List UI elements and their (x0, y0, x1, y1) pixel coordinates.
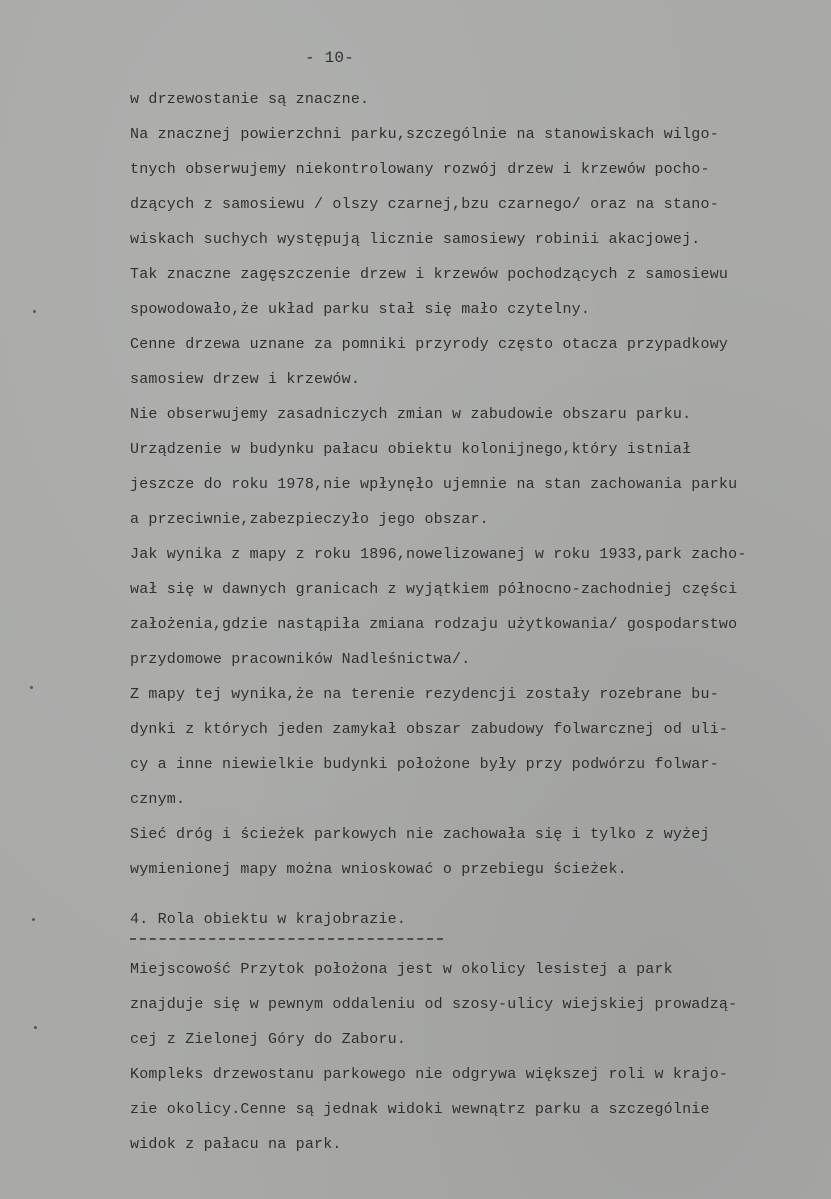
section-heading: 4. Rola obiektu w krajobrazie. (130, 911, 407, 928)
text-line: widok z pałacu na park. (130, 1136, 342, 1153)
text-line: Miejscowość Przytok położona jest w okolicy lesistej a park (130, 961, 673, 978)
text-line: Nie obserwujemy zasadniczych zmian w zabudowie obszaru parku. (130, 406, 692, 423)
text-line: dynki z których jeden zamykał obszar zabudowy folwarcznej od uli- (130, 721, 729, 738)
text-line: Tak znaczne zagęszczenie drzew i krzewów pochodzących z samosiewu (130, 266, 729, 283)
text-line: cy a inne niewielkie budynki położone były przy podwórzu folwar- (130, 756, 719, 773)
text-line: założenia,gdzie nastąpiła zmiana rodzaju użytkowania/ gospodarstwo (130, 616, 738, 633)
text-line: samosiew drzew i krzewów. (130, 371, 361, 388)
margin-dot (32, 918, 35, 921)
text-line: spowodowało,że układ parku stał się mało czytelny. (130, 301, 591, 318)
text-line: Kompleks drzewostanu parkowego nie odgrywa większej roli w krajo- (130, 1066, 729, 1083)
text-line: cznym. (130, 791, 186, 808)
text-line: Z mapy tej wynika,że na terenie rezydencji zostały rozebrane bu- (130, 686, 719, 703)
text-line: znajduje się w pewnym oddaleniu od szosy-ulicy wiejskiej prowadzą- (130, 996, 738, 1013)
margin-dot (33, 310, 36, 313)
text-line: wiskach suchych występują licznie samosiewy robinii akacjowej. (130, 231, 701, 248)
text-line: cej z Zielonej Góry do Zaboru. (130, 1031, 407, 1048)
text-line: zie okolicy.Cenne są jednak widoki wewnątrz parku a szczególnie (130, 1101, 710, 1118)
text-line: Jak wynika z mapy z roku 1896,nowelizowanej w roku 1933,park zacho- (130, 546, 747, 563)
text-line: w drzewostanie są znaczne. (130, 91, 370, 108)
margin-dot (34, 1026, 37, 1029)
heading-underline (130, 938, 443, 940)
text-line: jeszcze do roku 1978,nie wpłynęło ujemnie na stan zachowania parku (130, 476, 738, 493)
text-line: dzących z samosiewu / olszy czarnej,bzu czarnego/ oraz na stano- (130, 196, 719, 213)
text-line: przydomowe pracowników Nadleśnictwa/. (130, 651, 471, 668)
text-line: wymienionej mapy można wnioskować o przebiegu ścieżek. (130, 861, 627, 878)
text-line: Na znacznej powierzchni parku,szczególnie na stanowiskach wilgo- (130, 126, 719, 143)
margin-dot (30, 686, 33, 689)
text-line: a przeciwnie,zabezpieczyło jego obszar. (130, 511, 489, 528)
text-line: tnych obserwujemy niekontrolowany rozwój drzew i krzewów pocho- (130, 161, 710, 178)
text-line: wał się w dawnych granicach z wyjątkiem północno-zachodniej części (130, 581, 738, 598)
page-number: - 10- (305, 49, 355, 67)
text-line: Cenne drzewa uznane za pomniki przyrody często otacza przypadkowy (130, 336, 729, 353)
text-line: Urządzenie w budynku pałacu obiektu kolonijnego,który istniał (130, 441, 692, 458)
text-line: Sieć dróg i ścieżek parkowych nie zachowała się i tylko z wyżej (130, 826, 710, 843)
